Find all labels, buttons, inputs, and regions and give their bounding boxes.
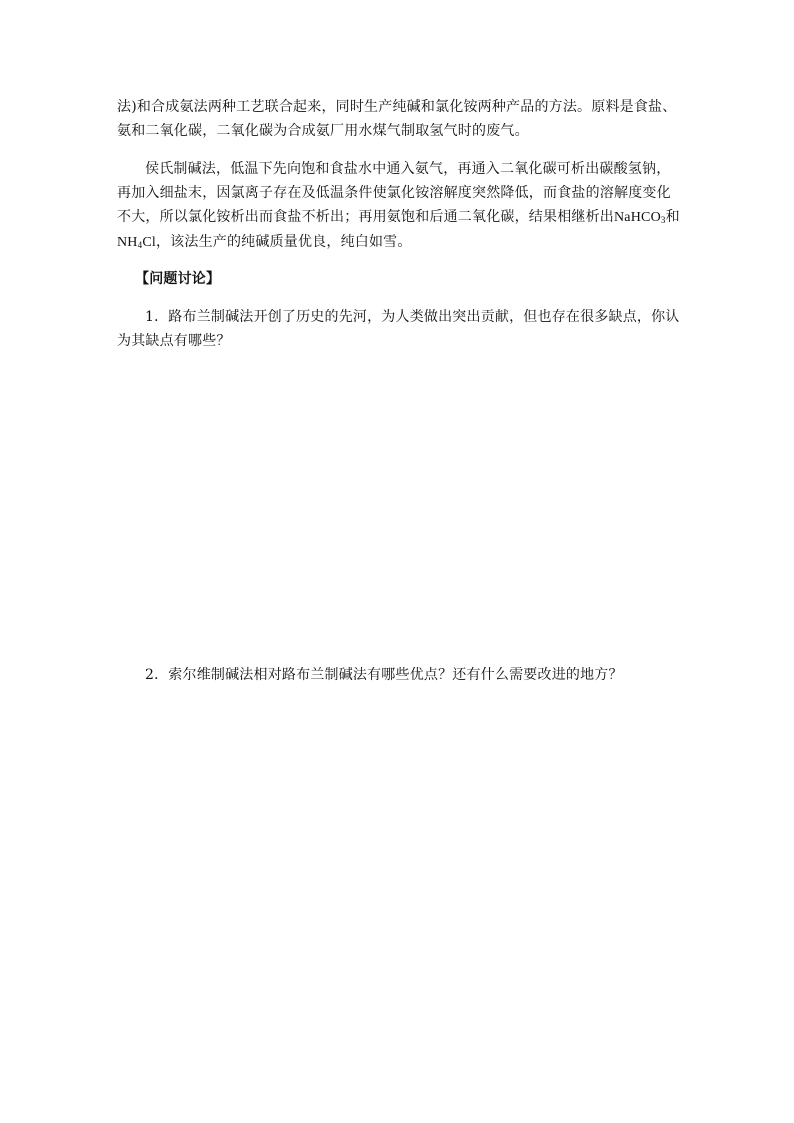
- hou-process-paragraph: [117, 157, 683, 255]
- formula-nahco3: [614, 210, 666, 225]
- question-1: 1．路布兰制碱法开创了历史的先河，为人类做出突出贡献，但也存在很多缺点，你认为其缺点有哪些？: [117, 309, 680, 349]
- formula-nh4cl-main: NH: [117, 235, 138, 250]
- intro-paragraph: 法)和合成氨法两种工艺联合起来，同时生产纯碱和氯化铵两种产品的方法。原料是食盐、氨和二氧化碳，二氧化碳为合成氨厂用水煤气制取氢气时的废气。: [117, 99, 677, 139]
- question-2: 2．索尔维制碱法相对路布兰制碱法有哪些优点？还有什么需要改进的地方？: [145, 667, 623, 683]
- formula-nahco3-subscript: 3: [660, 215, 666, 225]
- section-heading: 【问题讨论】: [135, 271, 221, 287]
- formula-nahco3-main: NaHCO: [614, 210, 661, 225]
- paragraph-text-after: ，该法生产的纯碱质量优良，纯白如雪。: [155, 234, 412, 250]
- formula-nh4cl: [117, 235, 156, 250]
- formula-connector: 和: [665, 209, 680, 225]
- formula-nh4cl-subscript: 4: [137, 240, 143, 250]
- formula-nh4cl-tail: Cl: [142, 235, 156, 250]
- paragraph-text-before: 侯氏制碱法，低温下先向饱和食盐水中通入氨气，再通入二氧化碳可析出碳酸氢钠，再加入细盐末，因氯离子存在及低温条件使氯化铵溶解度突然降低，而食盐的溶解度变化不大，所以氯化铵析出而食盐不析出；再用氨饱和后通二氧化碳，结果相继析出: [117, 161, 671, 225]
- section-heading-line: [117, 267, 683, 291]
